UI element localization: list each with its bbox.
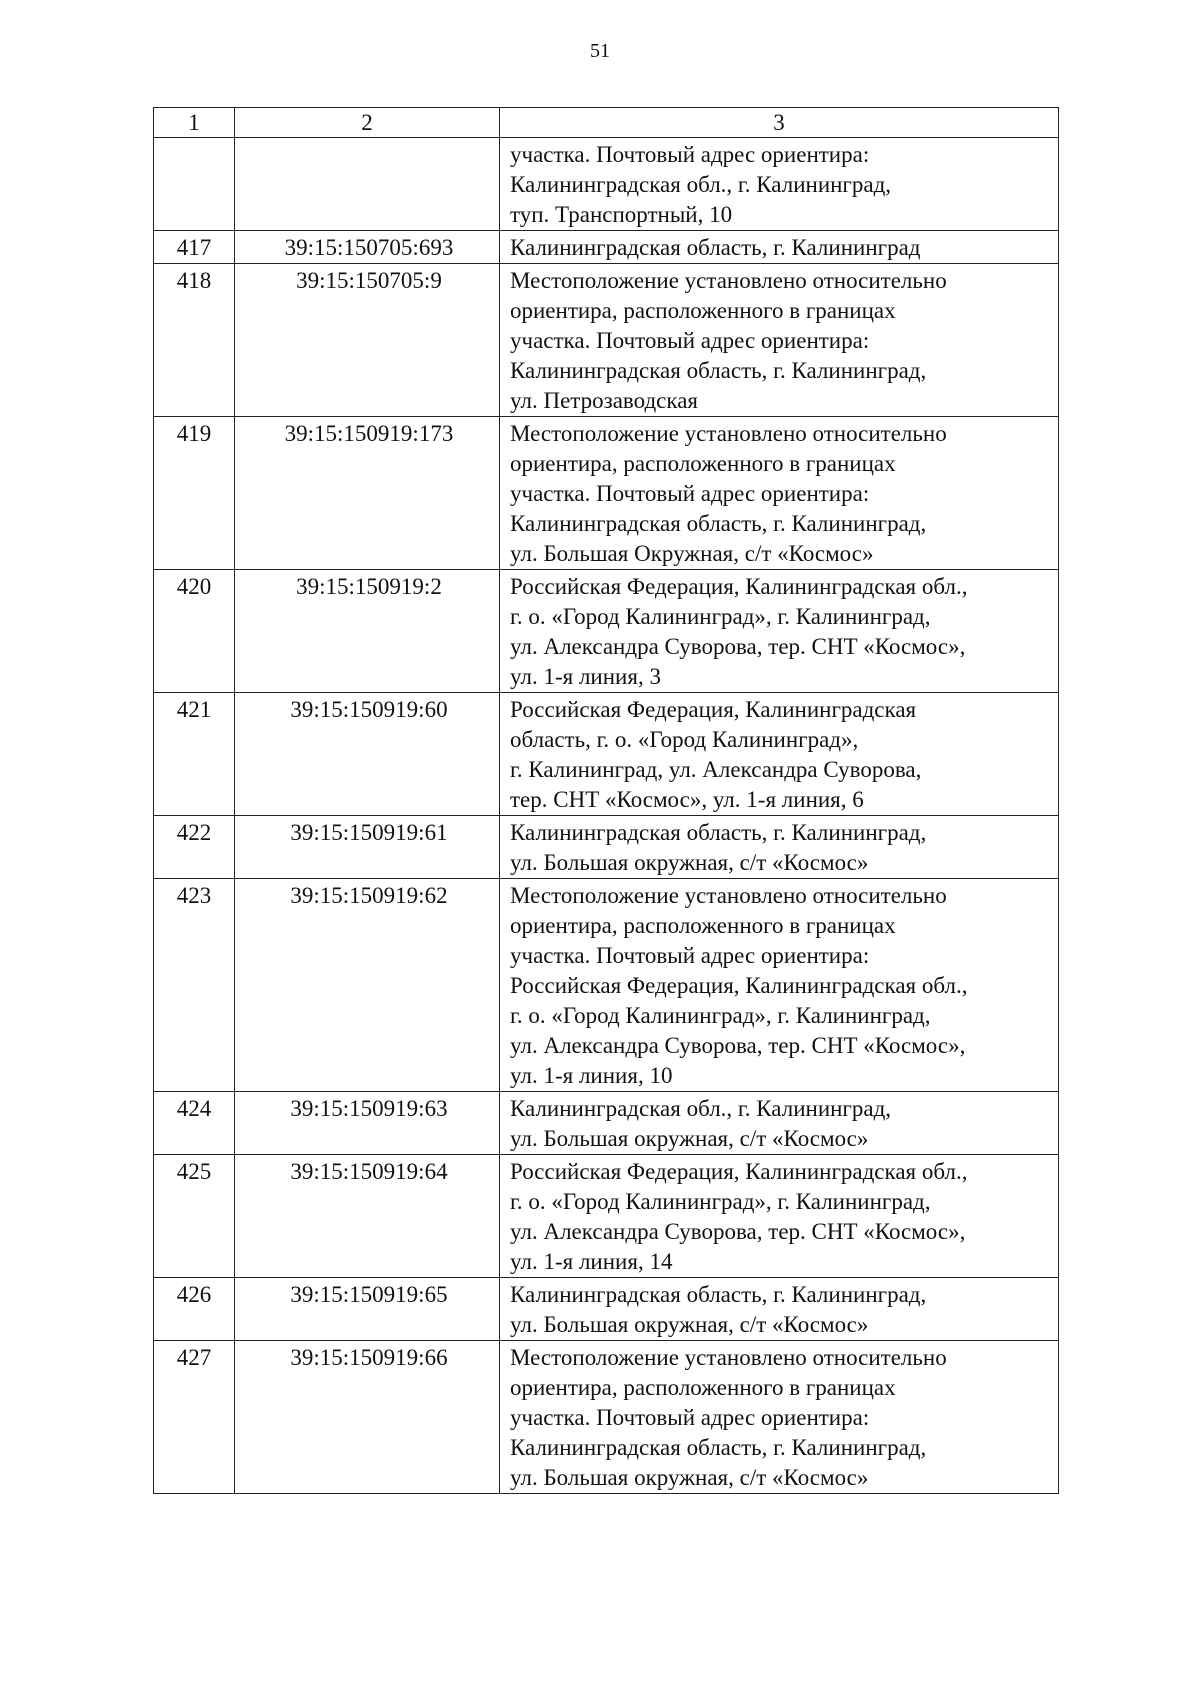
row-number-cell: 425 [154, 1155, 235, 1278]
table-row [154, 570, 1059, 693]
address-line: ул. Петрозаводская [510, 388, 698, 413]
table-row [154, 138, 1059, 231]
address-cell [500, 264, 1059, 417]
address-line: ул. Александра Суворова, тер. СНТ «Космос», [510, 1219, 966, 1244]
address-cell [500, 1278, 1059, 1341]
address-line: Российская Федерация, Калининградская обл., [510, 1159, 968, 1184]
row-number-cell: 417 [154, 231, 235, 264]
row-number-cell: 427 [154, 1341, 235, 1494]
address-line: ориентира, расположенного в границах [510, 1375, 896, 1400]
cadastral-number-cell: 39:15:150919:65 [235, 1278, 500, 1341]
page-number: 51 [590, 40, 610, 62]
address-line: участка. Почтовый адрес ориентира: [510, 481, 870, 506]
address-line: ул. Александра Суворова, тер. СНТ «Космос», [510, 634, 966, 659]
address-line: участка. Почтовый адрес ориентира: [510, 943, 870, 968]
address-line: участка. Почтовый адрес ориентира: [510, 1405, 870, 1430]
table-row [154, 417, 1059, 570]
address-cell [500, 693, 1059, 816]
address-line: Местоположение установлено относительно [510, 421, 947, 446]
cadastral-number-cell: 39:15:150705:9 [235, 264, 500, 417]
row-number-cell: 423 [154, 879, 235, 1092]
address-line: Российская Федерация, Калининградская обл., [510, 973, 968, 998]
cadastral-number-cell: 39:15:150919:63 [235, 1092, 500, 1155]
address-cell [500, 417, 1059, 570]
address-line: ориентира, расположенного в границах [510, 913, 896, 938]
table-header-row [154, 108, 1059, 138]
address-line: Калининградская обл., г. Калининград, [510, 172, 892, 197]
address-cell [500, 1341, 1059, 1494]
row-number-cell: 426 [154, 1278, 235, 1341]
address-line: г. Калининград, ул. Александра Суворова, [510, 757, 922, 782]
header-col-2: 2 [235, 108, 500, 138]
address-cell [500, 816, 1059, 879]
row-number-cell: 420 [154, 570, 235, 693]
address-cell [500, 1092, 1059, 1155]
cadastral-number-cell: 39:15:150919:66 [235, 1341, 500, 1494]
address-cell [500, 231, 1059, 264]
table-row [154, 693, 1059, 816]
address-line: ул. 1-я линия, 3 [510, 664, 661, 689]
address-line: ул. 1-я линия, 10 [510, 1063, 673, 1088]
address-line: ориентира, расположенного в границах [510, 298, 896, 323]
parcel-table [153, 107, 1059, 1494]
address-line: Местоположение установлено относительно [510, 268, 947, 293]
row-number-cell: 418 [154, 264, 235, 417]
address-line: г. о. «Город Калининград», г. Калининград, [510, 1189, 931, 1214]
address-line: г. о. «Город Калининград», г. Калининград, [510, 604, 931, 629]
address-line: ул. Большая окружная, с/т «Космос» [510, 1465, 869, 1490]
address-line: Калининградская область, г. Калининград, [510, 1282, 927, 1307]
address-line: Калининградская область, г. Калининград, [510, 511, 927, 536]
table-row [154, 1155, 1059, 1278]
address-line: ул. 1-я линия, 14 [510, 1249, 673, 1274]
cadastral-number-cell: 39:15:150919:61 [235, 816, 500, 879]
address-cell [500, 138, 1059, 231]
cadastral-number-cell [235, 138, 500, 231]
address-cell [500, 879, 1059, 1092]
row-number-cell: 421 [154, 693, 235, 816]
table-row [154, 816, 1059, 879]
header-col-3: 3 [500, 108, 1059, 138]
row-number-cell: 422 [154, 816, 235, 879]
address-line: Калининградская область, г. Калининград, [510, 1435, 927, 1460]
table-row [154, 231, 1059, 264]
address-line: область, г. о. «Город Калининград», [510, 727, 859, 752]
address-line: туп. Транспортный, 10 [510, 202, 733, 227]
address-line: участка. Почтовый адрес ориентира: [510, 142, 870, 167]
address-line: Калининградская обл., г. Калининград, [510, 1096, 892, 1121]
address-line: ул. Большая окружная, с/т «Космос» [510, 850, 869, 875]
address-cell [500, 570, 1059, 693]
cadastral-number-cell: 39:15:150919:64 [235, 1155, 500, 1278]
address-line: Местоположение установлено относительно [510, 1345, 947, 1370]
table-row [154, 1092, 1059, 1155]
row-number-cell: 424 [154, 1092, 235, 1155]
table-row [154, 1278, 1059, 1341]
address-line: Российская Федерация, Калининградская [510, 697, 917, 722]
cadastral-number-cell: 39:15:150919:173 [235, 417, 500, 570]
address-line: ул. Большая окружная, с/т «Космос» [510, 1126, 869, 1151]
row-number-cell: 419 [154, 417, 235, 570]
header-col-1: 1 [154, 108, 235, 138]
address-line: тер. СНТ «Космос», ул. 1-я линия, 6 [510, 787, 864, 812]
address-line: ул. Александра Суворова, тер. СНТ «Космос», [510, 1033, 966, 1058]
address-line: Калининградская область, г. Калининград [510, 235, 921, 260]
cadastral-number-cell: 39:15:150919:60 [235, 693, 500, 816]
row-number-cell [154, 138, 235, 231]
address-line: г. о. «Город Калининград», г. Калининград, [510, 1003, 931, 1028]
table-row [154, 879, 1059, 1092]
cadastral-number-cell: 39:15:150919:62 [235, 879, 500, 1092]
address-line: Калининградская область, г. Калининград, [510, 820, 927, 845]
cadastral-number-cell: 39:15:150919:2 [235, 570, 500, 693]
address-line: участка. Почтовый адрес ориентира: [510, 328, 870, 353]
table-body [154, 138, 1059, 1494]
address-cell [500, 1155, 1059, 1278]
address-line: ул. Большая Окружная, с/т «Космос» [510, 541, 874, 566]
table-row [154, 1341, 1059, 1494]
cadastral-number-cell: 39:15:150705:693 [235, 231, 500, 264]
address-line: ориентира, расположенного в границах [510, 451, 896, 476]
address-line: Калининградская область, г. Калининград, [510, 358, 927, 383]
table-row [154, 264, 1059, 417]
address-line: Российская Федерация, Калининградская обл., [510, 574, 968, 599]
parcel-table-wrapper [153, 107, 1059, 1494]
address-line: ул. Большая окружная, с/т «Космос» [510, 1312, 869, 1337]
address-line: Местоположение установлено относительно [510, 883, 947, 908]
